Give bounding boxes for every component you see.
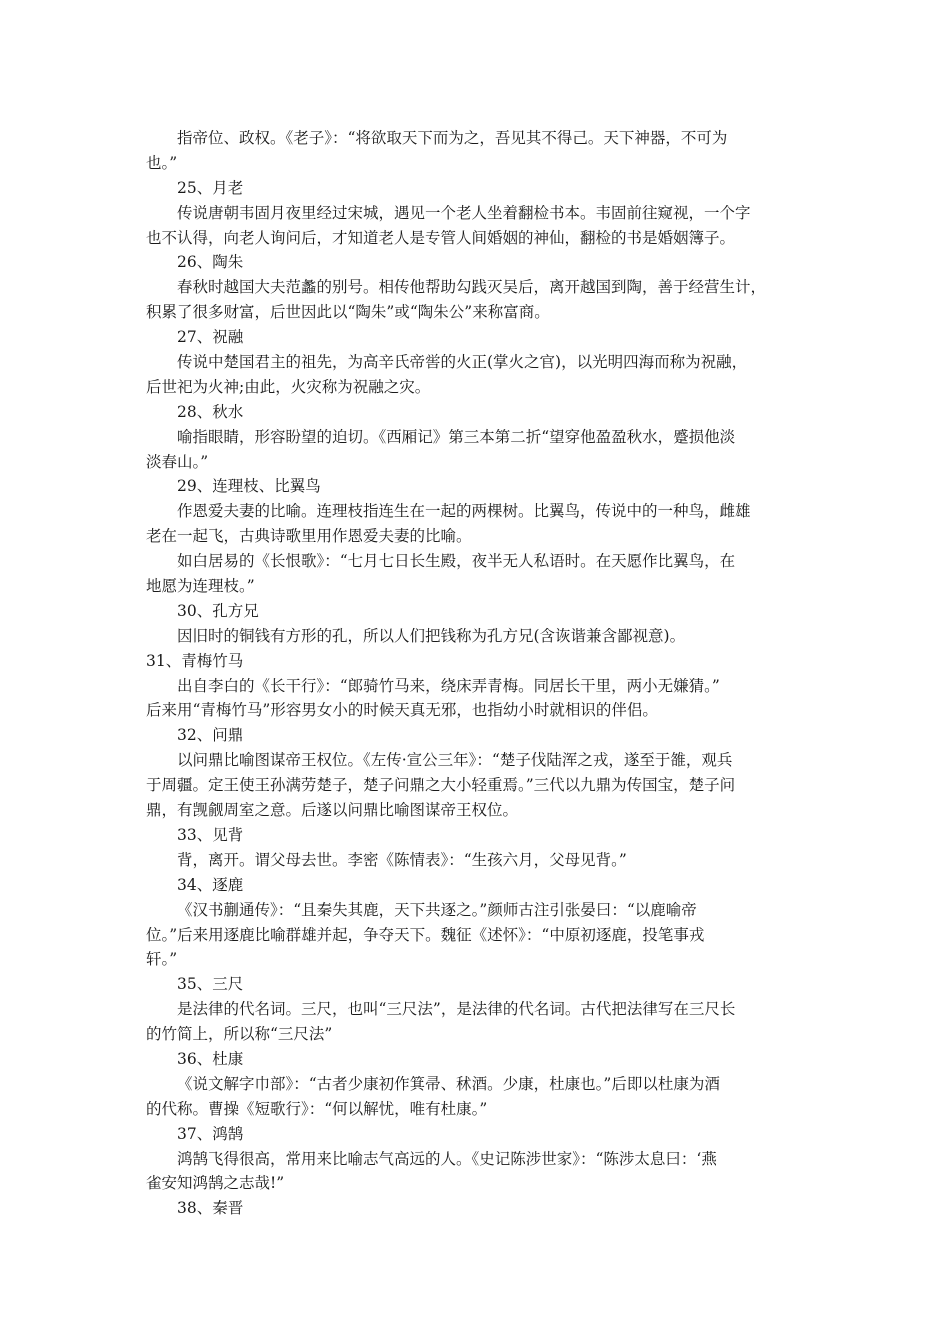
document-body [146, 126, 814, 1221]
entry-heading: 31、青梅竹马 [146, 651, 244, 670]
text-line: 传说中楚国君主的祖先，为高辛氏帝喾的火正(掌火之官)，以光明四海而称为祝融， [177, 353, 748, 372]
text-line: 以问鼎比喻图谋帝王权位。《左传·宣公三年》：“楚子伐陆浑之戎，遂至于雒，观兵 [177, 751, 733, 770]
text-line: 传说唐朝韦固月夜里经过宋城，遇见一个老人坐着翻检书本。韦固前往窥视，一个字 [177, 203, 751, 222]
entry-heading: 35、三尺 [177, 975, 244, 994]
text-line: 后来用“青梅竹马”形容男女小的时候天真无邪，也指幼小时就相识的伴侣。 [146, 701, 658, 720]
entry-heading: 38、秦晋 [177, 1199, 244, 1218]
text-line: 雀安知鸿鹄之志哉!” [146, 1174, 285, 1193]
text-line: 位。”后来用逐鹿比喻群雄并起，争夺天下。魏征《述怀》：“中原初逐鹿，投笔事戎 [146, 925, 705, 944]
text-line: 轩。” [146, 950, 178, 969]
text-line: 老在一起飞，古典诗歌里用作恩爱夫妻的比喻。 [146, 527, 472, 546]
text-line: 喻指眼睛，形容盼望的迫切。《西厢记》第三本第二折“望穿他盈盈秋水，蹙损他淡 [177, 427, 736, 446]
text-line: 的竹简上，所以称“三尺法” [146, 1025, 333, 1044]
entry-heading: 33、见背 [177, 825, 244, 844]
entry-heading: 30、孔方兄 [177, 601, 259, 620]
entry-heading: 36、杜康 [177, 1049, 244, 1068]
text-line: 也。” [146, 153, 178, 172]
entry-heading: 37、鸿鹄 [177, 1124, 244, 1143]
text-line: 因旧时的铜钱有方形的孔，所以人们把钱称为孔方兄(含诙谐兼含鄙视意)。 [177, 626, 686, 645]
entry-heading: 32、问鼎 [177, 726, 244, 745]
entry-heading: 25、月老 [177, 178, 244, 197]
text-line: 指帝位、政权。《老子》：“将欲取天下而为之，吾见其不得己。天下神器，不可为 [177, 129, 728, 147]
text-line: 《汉书蒯通传》：“且秦失其鹿，天下共逐之。”颜师古注引张晏曰：“以鹿喻帝 [177, 900, 697, 919]
text-line: 背，离开。谓父母去世。李密《陈情表》：“生孩六月，父母见背。” [177, 850, 627, 869]
text-line: 鸿鹄飞得很高，常用来比喻志气高远的人。《史记陈涉世家》：“陈涉太息曰：‘燕 [177, 1149, 717, 1168]
text-line: 春秋时越国大夫范蠡的别号。相传他帮助勾践灭吴后，离开越国到陶，善于经营生计， [177, 278, 767, 297]
text-line: 《说文解字巾部》：“古者少康初作箕帚、秫酒。少康，杜康也。”后即以杜康为酒 [177, 1074, 720, 1093]
text-line: 后世祀为火神;由此，火灾称为祝融之灾。 [146, 377, 431, 396]
text-line: 是法律的代名词。三尺，也叫“三尺法”，是法律的代名词。古代把法律写在三尺长 [177, 1000, 736, 1019]
text-line: 作恩爱夫妻的比喻。连理枝指连生在一起的两棵树。比翼鸟，传说中的一种鸟，雌雄 [177, 502, 751, 521]
text-line: 鼎，有觊觎周室之意。后遂以问鼎比喻图谋帝王权位。 [146, 801, 519, 820]
text-line: 也不认得，向老人询问后，才知道老人是专管人间婚姻的神仙，翻检的书是婚姻簿子。 [146, 228, 736, 247]
text-line: 于周疆。定王使王孙满劳楚子，楚子问鼎之大小轻重焉。”三代以九鼎为传国宝，楚子问 [146, 776, 736, 795]
text-line: 淡春山。” [146, 452, 209, 471]
entry-heading: 27、祝融 [177, 328, 244, 347]
text-line: 出自李白的《长干行》：“郎骑竹马来，绕床弄青梅。同居长干里，两小无嫌猜。” [177, 676, 720, 695]
text-line: 如白居易的《长恨歌》：“七月七日长生殿，夜半无人私语时。在天愿作比翼鸟，在 [177, 552, 736, 571]
text-line: 的代称。曹操《短歌行》：“何以解忧，唯有杜康。” [146, 1099, 488, 1118]
entry-heading: 26、陶朱 [177, 253, 244, 272]
text-line: 地愿为连理枝。” [146, 577, 255, 596]
entry-heading: 29、连理枝、比翼鸟 [177, 477, 321, 496]
entry-heading: 34、逐鹿 [177, 875, 244, 894]
text-line: 积累了很多财富，后世因此以“陶朱”或“陶朱公”来称富商。 [146, 303, 550, 322]
entry-heading: 28、秋水 [177, 402, 244, 421]
